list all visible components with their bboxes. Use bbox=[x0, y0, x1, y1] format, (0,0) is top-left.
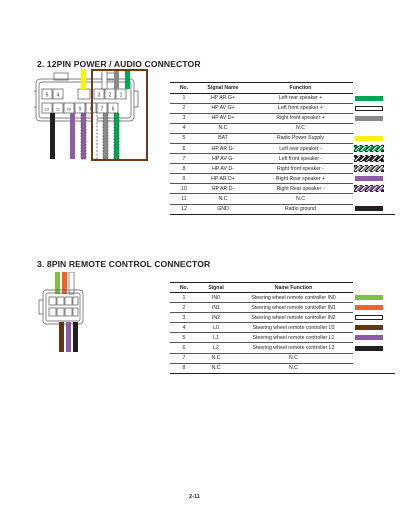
col-header-function: Name Function bbox=[234, 283, 353, 293]
pin-label: 4 bbox=[56, 92, 60, 99]
cell-no: 7 bbox=[170, 154, 198, 164]
pin-label: 6 bbox=[111, 106, 115, 113]
12pin-connector-diagram bbox=[34, 69, 154, 163]
wire-color-swatch bbox=[355, 156, 383, 161]
cell-no: 4 bbox=[170, 323, 198, 333]
cell-no: 2 bbox=[170, 303, 198, 313]
cell-no: 3 bbox=[170, 113, 198, 123]
pin-label: 7 bbox=[100, 106, 104, 113]
table-row bbox=[170, 164, 395, 174]
cell-no: 5 bbox=[170, 333, 198, 343]
cell-function: Steering wheel remote controller L0 bbox=[234, 323, 353, 333]
cell-no: 4 bbox=[170, 123, 198, 133]
pin-label: 3 bbox=[97, 92, 101, 99]
cell-no: 8 bbox=[170, 164, 198, 174]
cell-signal: N.C bbox=[198, 353, 234, 363]
8pin-pinout-table bbox=[170, 282, 395, 374]
col-header-no: No. bbox=[170, 83, 198, 94]
cell-function: Steering wheel remote controller L1 bbox=[234, 333, 353, 343]
cell-no: 2 bbox=[170, 103, 198, 113]
pin-label: 1 bbox=[119, 92, 123, 99]
cell-no: 6 bbox=[170, 143, 198, 153]
cell-signal: N.C bbox=[198, 123, 248, 133]
table-row bbox=[170, 333, 395, 343]
table-row bbox=[170, 93, 395, 103]
cell-function: Steering wheel remote controller IN1 bbox=[234, 303, 353, 313]
table-row bbox=[170, 174, 395, 184]
wire-orange bbox=[62, 272, 67, 294]
table-row bbox=[170, 293, 395, 303]
pin-label: 8 bbox=[89, 106, 93, 113]
cell-no: 11 bbox=[170, 194, 198, 204]
wire-color-swatch bbox=[355, 136, 383, 141]
pin-label: 12 bbox=[44, 106, 50, 112]
wire-purple bbox=[66, 322, 71, 352]
cell-no: 8 bbox=[170, 363, 198, 373]
table-row bbox=[170, 154, 395, 164]
table-row bbox=[170, 313, 395, 323]
wire-color-swatch bbox=[355, 96, 383, 101]
8pin-connector-diagram bbox=[37, 272, 87, 352]
cell-signal: IN2 bbox=[198, 313, 234, 323]
cell-signal: L1 bbox=[198, 333, 234, 343]
wire-color-swatch bbox=[355, 325, 383, 330]
wire-grey bbox=[114, 69, 119, 89]
table-row bbox=[170, 184, 395, 194]
cell-function: Right front speaker + bbox=[248, 113, 353, 123]
wire-purple bbox=[70, 113, 75, 159]
cell-no: 10 bbox=[170, 184, 198, 194]
wire-black bbox=[73, 322, 78, 352]
table-row bbox=[170, 323, 395, 333]
table-row bbox=[170, 113, 395, 123]
wire-white bbox=[102, 69, 107, 89]
table-row bbox=[170, 143, 395, 153]
wire-color-swatch bbox=[355, 106, 383, 111]
col-header-no: No. bbox=[170, 283, 198, 293]
wire-color-swatch bbox=[355, 206, 383, 211]
cell-signal: L2 bbox=[198, 343, 234, 353]
table-row bbox=[170, 343, 395, 353]
wire-color-swatch bbox=[355, 146, 383, 151]
cell-signal: HP AR D- bbox=[198, 184, 248, 194]
cell-no: 5 bbox=[170, 133, 198, 143]
table-row bbox=[170, 123, 395, 133]
cell-no: 3 bbox=[170, 313, 198, 323]
cell-signal: N.C bbox=[198, 363, 234, 373]
cell-signal: HP AR G+ bbox=[198, 93, 248, 103]
table-row bbox=[170, 303, 395, 313]
wire-color-swatch bbox=[355, 116, 383, 121]
col-header-signal: Signal Name bbox=[198, 83, 248, 94]
12pin-pinout-table bbox=[170, 82, 395, 215]
cell-no: 12 bbox=[170, 204, 198, 214]
table-row bbox=[170, 133, 395, 143]
cell-function: Left front speaker + bbox=[248, 103, 353, 113]
cell-function: Steering wheel remote controller IN2 bbox=[234, 313, 353, 323]
cell-no: 7 bbox=[170, 353, 198, 363]
wire-color-swatch bbox=[355, 346, 383, 351]
cell-function: Radio ground bbox=[248, 204, 353, 214]
cell-signal: HP AR D+ bbox=[198, 174, 248, 184]
pin-label: 5 bbox=[45, 92, 49, 99]
cell-signal: HP AV D- bbox=[198, 164, 248, 174]
wire-color-swatch bbox=[355, 315, 383, 320]
wire-green-striped bbox=[114, 113, 119, 159]
table-header-row bbox=[170, 283, 395, 293]
cell-no: 1 bbox=[170, 293, 198, 303]
cell-signal: HP AV G+ bbox=[198, 103, 248, 113]
cell-function: Left rear speaker - bbox=[248, 143, 353, 153]
cell-function: N.C bbox=[248, 194, 353, 204]
wire-brown bbox=[59, 322, 64, 352]
cell-function: Steering wheel remote controller L2 bbox=[234, 343, 353, 353]
cell-function: Steering wheel remote controller IN0 bbox=[234, 293, 353, 303]
wire-green bbox=[55, 272, 60, 294]
col-header-signal: Signal bbox=[198, 283, 234, 293]
cell-signal: HP AR G- bbox=[198, 143, 248, 153]
cell-signal: L0 bbox=[198, 323, 234, 333]
cell-function: N.C bbox=[234, 363, 353, 373]
cell-signal: GND bbox=[198, 204, 248, 214]
wire-color-swatch bbox=[355, 166, 383, 171]
col-header-function: Function bbox=[248, 83, 353, 94]
cell-signal: HP AV D+ bbox=[198, 113, 248, 123]
cell-function: Right front speaker - bbox=[248, 164, 353, 174]
cell-no: 1 bbox=[170, 93, 198, 103]
wire-green bbox=[125, 69, 130, 89]
wire-color-swatch bbox=[355, 335, 383, 340]
table-row bbox=[170, 353, 395, 363]
cell-signal: BAT bbox=[198, 133, 248, 143]
wire-yellow bbox=[81, 69, 86, 89]
cell-function: Left rear speaker + bbox=[248, 93, 353, 103]
wire-white bbox=[69, 272, 74, 294]
table-row bbox=[170, 204, 395, 214]
section-title-8pin: 3. 8PIN REMOTE CONTROL CONNECTOR bbox=[37, 259, 211, 269]
wire-color-swatch bbox=[355, 186, 383, 191]
wire-grey-striped bbox=[103, 113, 108, 159]
pin-label: 2 bbox=[108, 92, 112, 99]
section-title-12pin: 2. 12PIN POWER / AUDIO CONNECTOR bbox=[37, 59, 201, 69]
highlight-frame bbox=[89, 70, 147, 160]
wire-color-swatch bbox=[355, 295, 383, 300]
wire-purple-striped bbox=[81, 113, 86, 159]
wire-color-swatch bbox=[355, 305, 383, 310]
table-row bbox=[170, 363, 395, 373]
cell-signal: N.C bbox=[198, 194, 248, 204]
table-row bbox=[170, 103, 395, 113]
cell-signal: IN0 bbox=[198, 293, 234, 303]
pin-label: 11 bbox=[55, 106, 61, 112]
pin-label: 10 bbox=[66, 106, 72, 112]
cell-no: 9 bbox=[170, 174, 198, 184]
table-row bbox=[170, 194, 395, 204]
cell-function: N.C bbox=[234, 353, 353, 363]
cell-function: Radio Power Supply bbox=[248, 133, 353, 143]
cell-function: Right Rear speaker + bbox=[248, 174, 353, 184]
cell-function: Left front speaker - bbox=[248, 154, 353, 164]
page-number: 2-11 bbox=[189, 494, 200, 500]
wire-color-swatch bbox=[355, 176, 383, 181]
cell-signal: HP AV G- bbox=[198, 154, 248, 164]
wire-black bbox=[50, 113, 55, 159]
cell-signal: IN1 bbox=[198, 303, 234, 313]
cell-no: 6 bbox=[170, 343, 198, 353]
pin-label: 9 bbox=[78, 106, 82, 113]
table-header-row bbox=[170, 83, 395, 94]
cell-function: Right Rear speaker - bbox=[248, 184, 353, 194]
cell-function: N.C bbox=[248, 123, 353, 133]
